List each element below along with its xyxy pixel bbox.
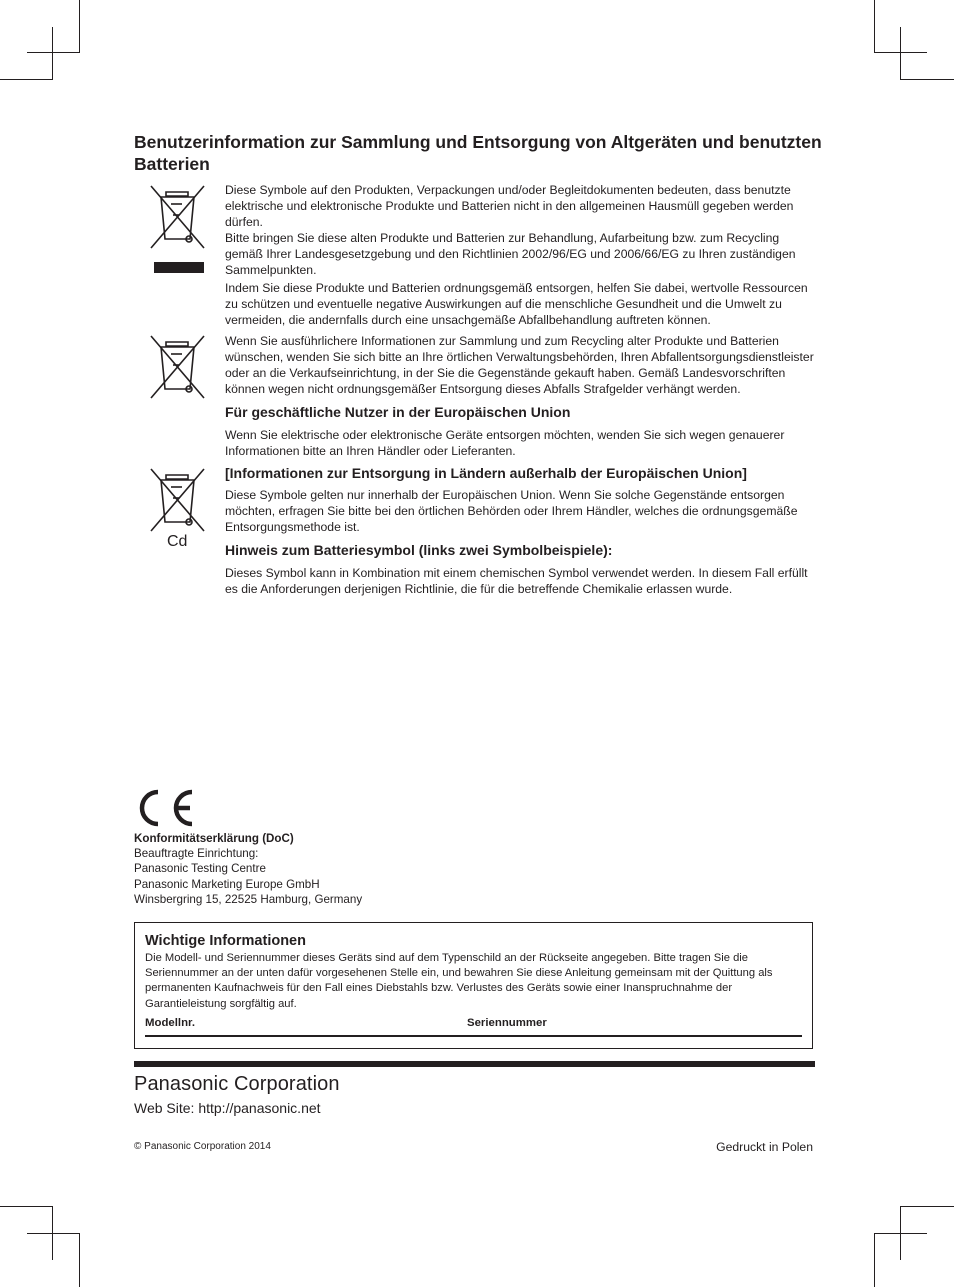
doc-title: Konformitätserklärung (DoC) — [134, 832, 294, 845]
disposal-text — [225, 182, 817, 597]
section-heading: [Informationen zur Entsorgung in Ländern außerhalb der Europäischen Union] — [225, 465, 747, 481]
website-link[interactable]: Web Site: http://panasonic.net — [134, 1100, 321, 1116]
ce-mark-icon — [134, 788, 196, 828]
section-heading: Hinweis zum Batteriesymbol (links zwei Symbolbeispiele): — [225, 542, 613, 558]
info-text: Die Modell- und Seriennummer dieses Geräts sind auf dem Typenschild an der Rückseite angegeben. Bitte tragen Sie die Seriennummer an der unten dafür vorgesehenen Stelle ein, und bewahren Sie diese Anleitung gemeinsam mit der Quittung als permanenten Kaufnachweis für den Fall eines Diebstahls bzw. Verlustes des Geräts sowie einer Inanspruchnahme der Garantieleistung sorgfältig auf. — [145, 952, 773, 1010]
paragraph: Diese Symbole auf den Produkten, Verpackungen und/oder Begleitdokumenten bedeuten, dass benutzte elektrische und elektronische Produkte und Batterien nicht in den allgemeinen Hausmüll gegeben werden dürfen. — [225, 183, 794, 229]
paragraph: Indem Sie diese Produkte und Batterien ordnungsgemäß entsorgen, helfen Sie dabei, wertvolle Ressourcen zu schützen und eventuelle negative Auswirkungen auf die menschliche Gesundheit und die Umwelt zu vermeiden, die andernfalls durch eine unsachgemäße Abfallbehandlung auftreten können. — [225, 281, 808, 327]
crossed-out-wheelie-bin-icon — [147, 183, 209, 277]
doc-line: Panasonic Marketing Europe GmbH — [134, 877, 320, 891]
crossed-out-wheelie-bin-icon — [147, 466, 209, 536]
fill-in-line — [145, 1035, 802, 1037]
crop-mark — [0, 1206, 53, 1207]
crop-mark — [874, 1233, 875, 1287]
crop-mark — [900, 27, 901, 80]
paragraph: Dieses Symbol kann in Kombination mit einem chemischen Symbol verwendet werden. In diesem Fall erfüllt es die Anforderungen derjenigen Richtlinie, die für die betreffende Chemikalie erlassen wurde. — [225, 566, 808, 596]
company-brand: Panasonic Corporation — [134, 1073, 340, 1095]
paragraph: Diese Symbole gelten nur innerhalb der Europäischen Union. Wenn Sie solche Gegenstände entsorgen möchten, erfragen Sie bitte bei den örtlichen Behörden oder Ihrem Händler, welches die ordnungsgemäße Entsorgungsmethode ist. — [225, 488, 798, 534]
model-number-label: Modellnr. — [145, 1017, 195, 1029]
copyright: © Panasonic Corporation 2014 — [134, 1141, 271, 1152]
page-title: Benutzerinformation zur Sammlung und Entsorgung von Altgeräten und benutzten Batterien — [134, 132, 822, 174]
doc-line: Winsbergring 15, 22525 Hamburg, Germany — [134, 892, 363, 906]
crop-mark — [79, 1233, 80, 1287]
doc-line: Panasonic Testing Centre — [134, 862, 266, 876]
serial-number-label: Seriennummer — [467, 1017, 547, 1029]
crop-mark — [874, 52, 927, 53]
crop-mark — [874, 0, 875, 53]
crop-mark — [52, 1206, 53, 1260]
crop-mark — [27, 52, 80, 53]
crossed-out-wheelie-bin-icon — [147, 333, 209, 403]
declaration-of-conformity — [134, 831, 534, 907]
printed-in: Gedruckt in Polen — [716, 1140, 813, 1154]
crop-mark — [900, 1206, 954, 1207]
paragraph: Bitte bringen Sie diese alten Produkte und Batterien zur Behandlung, Aufarbeitung bzw. zum Recycling gemäß Ihrer Landesgesetzgebung und den Richtlinien 2002/96/EG und 2006/66/EG zu Ihren zuständigen Sammelpunkten. — [225, 231, 796, 277]
crop-mark — [79, 0, 80, 53]
paragraph: Wenn Sie elektrische oder elektronische Geräte entsorgen möchten, wenden Sie sich wegen genauerer Informationen bitte an Ihren Händler oder Lieferanten. — [225, 428, 785, 458]
info-title: Wichtige Informationen — [145, 933, 306, 949]
paragraph: Wenn Sie ausführlichere Informationen zur Sammlung und zum Recycling alter Produkte und Batterien wünschen, wenden Sie sich bitte an Ihre örtlichen Verwaltungsbehörden, Ihren Abfallentsorgungsdienstleister oder an die Verkaufseinrichtung, in der Sie die Gegenstände gekauft haben. Gemäß Landesvorschriften können wegen nicht ordnungsgemäßer Entsorgung dieses Abfalls Strafgelder verhängt werden. — [225, 334, 814, 396]
crop-mark — [52, 27, 53, 80]
cd-chemical-symbol: Cd — [167, 533, 188, 550]
section-heading: Für geschäftliche Nutzer in der Europäischen Union — [225, 404, 571, 420]
important-info-box — [134, 922, 813, 1049]
crop-mark — [900, 1206, 901, 1260]
crop-mark — [27, 1233, 80, 1234]
doc-line: Beauftragte Einrichtung: — [134, 847, 259, 861]
crop-mark — [900, 79, 954, 80]
crop-mark — [0, 79, 53, 80]
divider-bar — [134, 1061, 815, 1067]
